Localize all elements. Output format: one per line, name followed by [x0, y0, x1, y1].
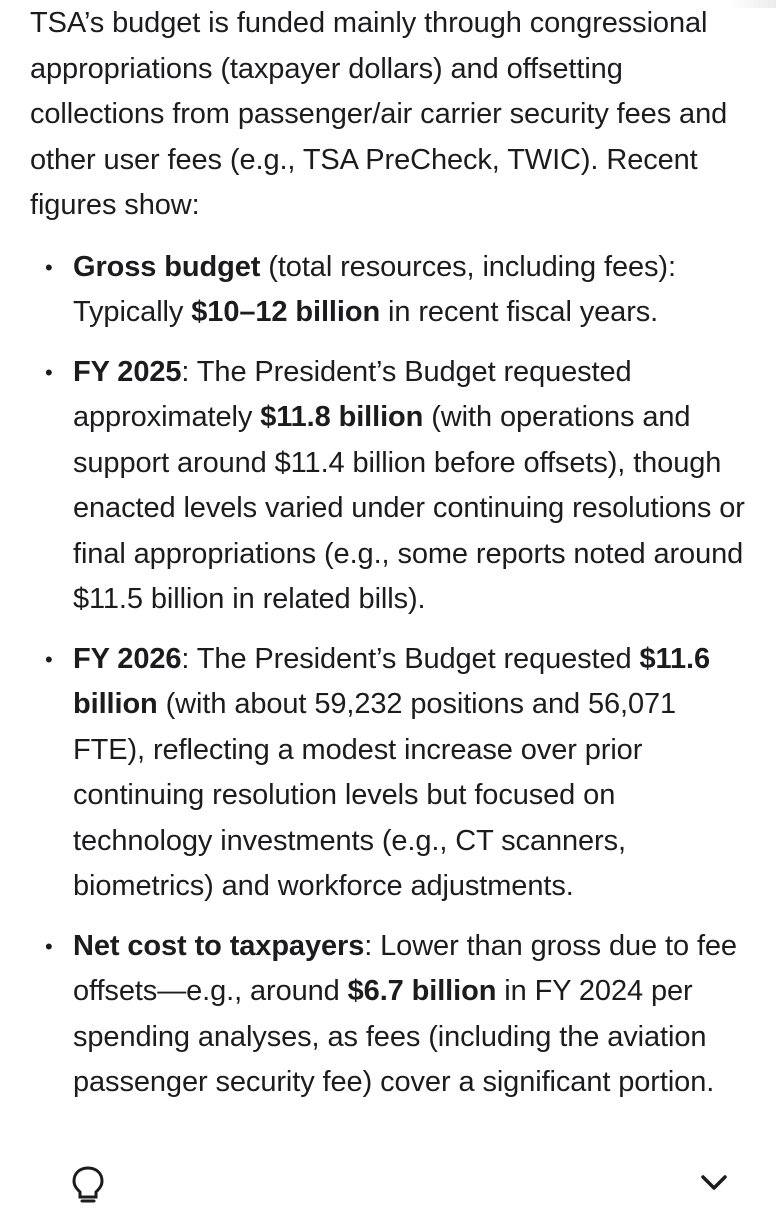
- list-item-fy2026: • FY 2026: The President’s Budget requested $11.6 billion (with about 59,232 positions and 56,071 FTE), reflecting a modest increase over prior continuing resolution levels but focused on technology investments (e.g., CT scanners, biometrics) and workforce adjustments.: [30, 637, 746, 910]
- bullet-dot: •: [45, 254, 53, 280]
- list-item-net-cost: • Net cost to taxpayers: Lower than gross due to fee offsets—e.g., around $6.7 billion in FY 2024 per spending analyses, as fees (including the aviation passenger security fee) cover a significant portion.: [30, 924, 746, 1106]
- intro-paragraph: TSA’s budget is funded mainly through congressional appropriations (taxpayer dollars) and offsetting collections from passenger/air carrier security fees and other user fees (e.g., TSA PreCheck, TWIC). Recent figures show:: [30, 7, 728, 221]
- message-content: [30, 0, 746, 1106]
- fy2026-label: FY 2026: [73, 642, 182, 675]
- bottom-overlay: [0, 1160, 776, 1200]
- bullet-dot: •: [45, 359, 53, 385]
- list-item-gross-budget: • Gross budget (total resources, including fees): Typically $10–12 billion in recent fiscal years.: [30, 245, 746, 336]
- gross-budget-value: $10–12 billion: [191, 296, 381, 328]
- chevron-down-icon[interactable]: [694, 1168, 734, 1198]
- net-cost-label: Net cost to taxpayers: [73, 929, 365, 962]
- lightbulb-icon[interactable]: [68, 1164, 108, 1204]
- net-cost-value: $6.7 billion: [347, 975, 497, 1007]
- fy2025-value: $11.8 billion: [260, 401, 424, 433]
- budget-list: [30, 245, 746, 1106]
- list-item-fy2025: • FY 2025: The President’s Budget requested approximately $11.8 billion (with operations and support around $11.4 billion before offsets), though enacted levels varied under continuing resolutions or final appropriations (e.g., some reports noted around $11.5 billion in related bills).: [30, 350, 746, 623]
- bullet-dot: •: [45, 646, 53, 672]
- gross-budget-label: Gross budget: [73, 250, 261, 283]
- bullet-dot: •: [45, 933, 53, 959]
- fy2025-label: FY 2025: [73, 355, 182, 388]
- fy2026-value: $11.6 billion: [73, 642, 711, 720]
